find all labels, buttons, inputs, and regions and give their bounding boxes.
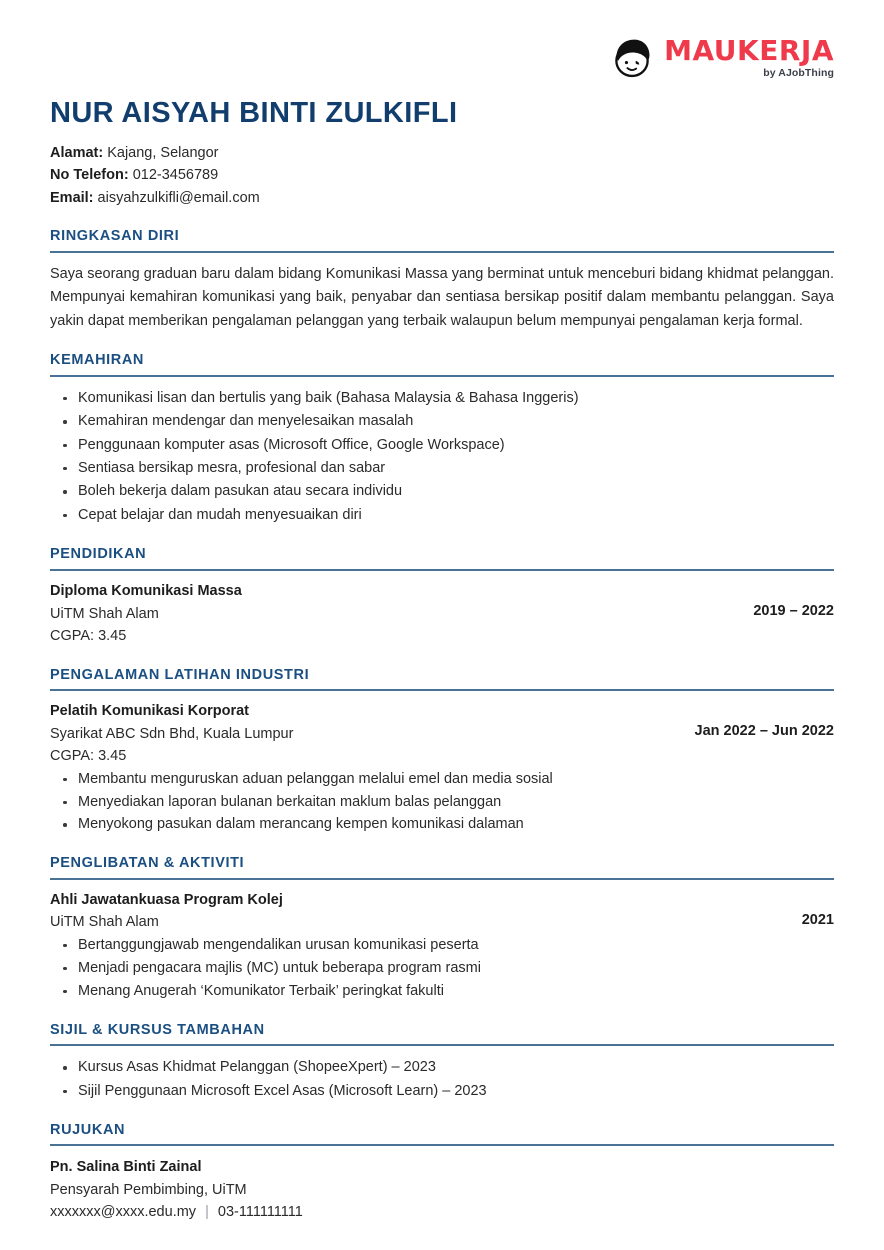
internship-cgpa: CGPA: 3.45 [50, 748, 127, 765]
internship-list [50, 768, 675, 837]
reference-email: xxxxxxx@xxxx.edu.my [50, 1204, 197, 1221]
section-skills [50, 352, 834, 527]
brand-tagline: by AJobThing [763, 67, 834, 80]
section-activities [50, 855, 834, 1002]
reference-separator: | [205, 1204, 209, 1221]
section-divider [50, 689, 834, 691]
contact-address-row [50, 142, 834, 164]
activity-entry [50, 890, 834, 1003]
education-date: 2019 – 2022 [753, 602, 834, 619]
reference-name: Pn. Salina Binti Zainal [50, 1159, 202, 1176]
section-summary [50, 228, 834, 333]
section-certificates [50, 1022, 834, 1103]
section-divider [50, 375, 834, 377]
list-item: Sentiasa bersikap mesra, profesional dan sabar [50, 457, 834, 480]
contact-block [50, 142, 834, 209]
section-education [50, 546, 834, 647]
section-divider [50, 878, 834, 880]
skills-list [50, 387, 834, 528]
reference-contact [50, 1201, 834, 1223]
list-item: Penggunaan komputer asas (Microsoft Office, Google Workspace) [50, 434, 834, 457]
reference-role: Pensyarah Pembimbing, UiTM [50, 1181, 247, 1198]
contact-address-label: Alamat: [50, 144, 104, 161]
list-item: Menyokong pasukan dalam merancang kempen komunikasi dalaman [50, 813, 675, 836]
section-divider [50, 251, 834, 253]
section-title-references: RUJUKAN [50, 1122, 126, 1138]
list-item: Menjadi pengacara majlis (MC) untuk beberapa program rasmi [50, 957, 782, 980]
section-internship [50, 667, 834, 837]
education-cgpa: CGPA: 3.45 [50, 628, 127, 645]
brand-wordmark: MAUKERJA [664, 34, 834, 68]
section-divider [50, 1044, 834, 1046]
list-item: Membantu menguruskan aduan pelanggan melalui emel dan media sosial [50, 768, 675, 791]
list-item: Boleh bekerja dalam pasukan atau secara individu [50, 480, 834, 503]
activity-list [50, 934, 782, 1003]
list-item: Menang Anugerah ‘Komunikator Terbaik’ peringkat fakulti [50, 980, 782, 1003]
section-title-summary: RINGKASAN DIRI [50, 228, 180, 245]
list-item: Sijil Penggunaan Microsoft Excel Asas (Microsoft Learn) – 2023 [50, 1080, 834, 1103]
section-title-education: PENDIDIKAN [50, 546, 147, 563]
section-title-internship: PENGALAMAN LATIHAN INDUSTRI [50, 666, 310, 683]
section-divider [50, 569, 834, 571]
list-item: Menyediakan laporan bulanan berkaitan maklum balas pelanggan [50, 791, 675, 814]
section-title-skills: KEMAHIRAN [50, 352, 145, 369]
contact-phone-value: 012-3456789 [132, 167, 219, 184]
section-title-activities: PENGLIBATAN & AKTIVITI [50, 855, 245, 872]
contact-phone-label: No Telefon: [50, 167, 129, 184]
candidate-name: NUR AISYAH BINTI ZULKIFLI [50, 97, 458, 129]
list-item: Kemahiran mendengar dan menyelesaikan masalah [50, 410, 834, 433]
contact-email-row [50, 187, 834, 209]
activity-institution: UiTM Shah Alam [50, 914, 159, 931]
face-avatar-icon [609, 35, 655, 81]
list-item: Komunikasi lisan dan bertulis yang baik (Bahasa Malaysia & Bahasa Inggeris) [50, 387, 834, 410]
education-institution: UiTM Shah Alam [50, 605, 159, 622]
education-degree: Diploma Komunikasi Massa [50, 582, 242, 599]
section-divider [50, 1144, 834, 1146]
education-entry [50, 581, 834, 648]
section-references [50, 1122, 834, 1224]
summary-paragraph: Saya seorang graduan baru dalam bidang Komunikasi Massa yang berminat untuk menceburi bidang khidmat pelanggan. Mempunyai kemahiran komunikasi yang baik, penyabar dan sentiasa bersikap positif dalam membantu pelanggan. Saya yakin dapat memberikan pengalaman pelanggan yang terbaik walaupun belum mempunyai pengalaman kerja formal. [50, 265, 834, 329]
brand-text-block [664, 34, 834, 80]
list-item: Kursus Asas Khidmat Pelanggan (ShopeeXpert) – 2023 [50, 1056, 834, 1079]
reference-phone: 03-111111111 [217, 1204, 303, 1221]
contact-email-value: aisyahzulkifli@email.com [97, 189, 260, 206]
activity-date: 2021 [801, 911, 834, 928]
certificates-list [50, 1056, 834, 1103]
internship-role: Pelatih Komunikasi Korporat [50, 702, 250, 719]
activity-role: Ahli Jawatankuasa Program Kolej [50, 891, 283, 908]
contact-address-value: Kajang, Selangor [107, 144, 219, 161]
list-item: Bertanggungjawab mengendalikan urusan komunikasi peserta [50, 934, 782, 957]
brand-logo [50, 28, 834, 88]
contact-phone-row [50, 164, 834, 186]
internship-company: Syarikat ABC Sdn Bhd, Kuala Lumpur [50, 725, 294, 742]
list-item: Cepat belajar dan mudah menyesuaikan diri [50, 504, 834, 527]
section-title-certificates: SIJIL & KURSUS TAMBAHAN [50, 1021, 265, 1038]
internship-entry [50, 701, 834, 836]
contact-email-label: Email: [50, 189, 94, 206]
internship-date: Jan 2022 – Jun 2022 [694, 722, 834, 739]
